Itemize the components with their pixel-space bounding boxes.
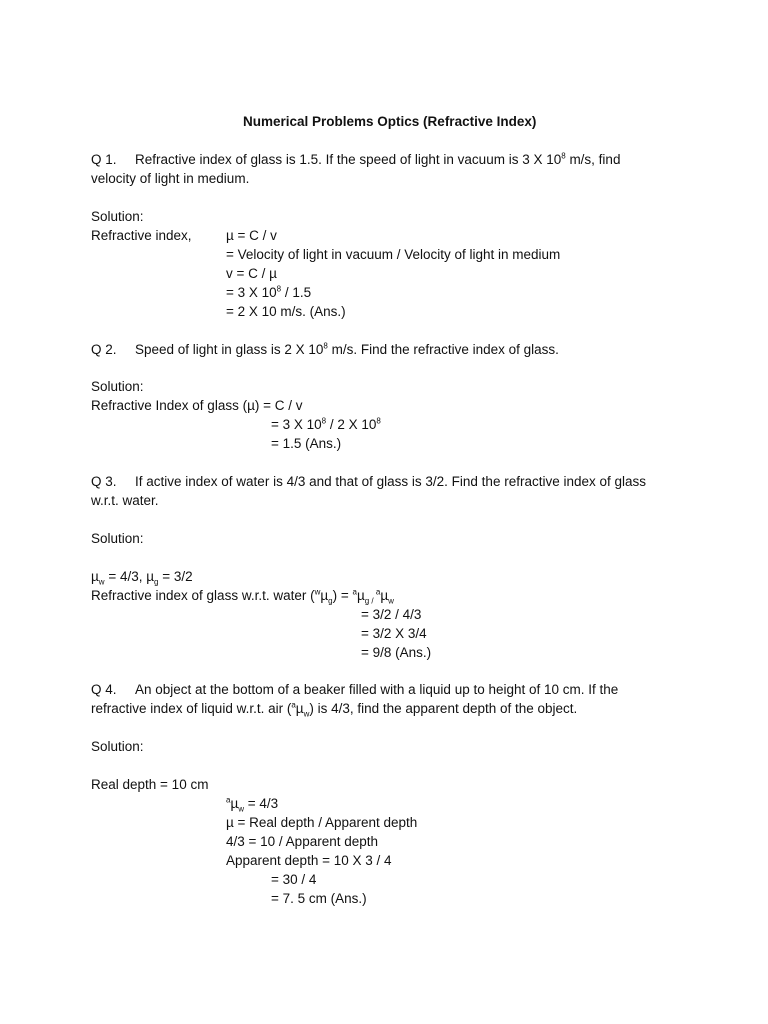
q4-step-2: $^a$µ$_w$ = 4/3 <box>226 795 279 814</box>
q4-step-1: Real depth = 10 cm <box>91 777 209 792</box>
q4-step-4: 4/3 = 10 / Apparent depth <box>226 834 379 849</box>
q1-number: Q 1. <box>91 152 117 167</box>
q3-number: Q 3. <box>91 474 117 489</box>
q3-step-4: = 3/2 X 3/4 <box>361 626 427 641</box>
q4-step-6: = 30 / 4 <box>271 872 317 887</box>
q1-step-5: = 2 X 10 m/s. (Ans.) <box>226 304 346 319</box>
q1-step-3: v = C / µ <box>226 266 277 281</box>
q3-step-1: µ$_w$ = 4/3, µ$_g$ = 3/2 <box>91 569 193 587</box>
q1-step-4: = 3 X $10^8 / 1.5$ <box>226 284 312 300</box>
q3-step-5: = 9/8 (Ans.) <box>361 645 432 660</box>
q4-text-line-1: Q 4. An object at the bottom of a beaker filled with a liquid up to height of 10 cm. If the <box>91 682 619 697</box>
q3-step-3: = 3/2 / 4/3 <box>361 607 422 622</box>
q1-step-2: = Velocity of light in vacuum / Velocity of light in medium <box>226 247 561 262</box>
q2-solution-label: Solution: <box>91 379 144 394</box>
q2-step-1: Refractive Index of glass (µ) = C / v <box>91 398 303 413</box>
page-title: Numerical Problems Optics (Refractive Index) <box>243 114 537 129</box>
q4-solution-label: Solution: <box>91 739 144 754</box>
q1-solution-label: Solution: <box>91 209 144 224</box>
q1-text-line-2: velocity of light in medium. <box>91 171 250 186</box>
q2-step-2: = 3 X $10^8 / 2$ X $10^8$ <box>271 416 381 432</box>
q4-text-line-2: refractive index of liquid w.r.t. air ($^a$µ$_w$) is 4/3, find the apparent depth of the object. <box>91 700 578 719</box>
q4-step-5: Apparent depth = 10 X 3 / 4 <box>226 853 392 868</box>
q3-step-2: Refractive index of glass w.r.t. water ($^w$µ$_g$) = $^a$µ$_{g /}$ $^a$µ$_w$ <box>91 587 394 606</box>
q3-text-line-1: Q 3. If active index of water is 4/3 and that of glass is 3/2. Find the refractive index of glass <box>91 474 647 489</box>
q4-number: Q 4. <box>91 682 117 697</box>
q1-step-1: µ = C / v <box>226 228 277 243</box>
q3-solution-label: Solution: <box>91 531 144 546</box>
q2-number: Q 2. <box>91 342 117 357</box>
q1-text-line-1: Q 1. Refractive index of glass is 1.5. If the speed of light in vacuum is 3 X $10^8$ m/s, find <box>91 151 621 167</box>
q4-step-3: µ = Real depth / Apparent depth <box>226 815 418 830</box>
q2-text: Q 2. Speed of light in glass is 2 X $10^8$ m/s. Find the refractive index of glass. <box>91 341 559 357</box>
q4-step-7: = 7. 5 cm (Ans.) <box>271 891 367 906</box>
q2-step-3: = 1.5 (Ans.) <box>271 436 342 451</box>
q3-text-line-2: w.r.t. water. <box>91 493 159 508</box>
q1-solution-lhs: Refractive index, <box>91 228 192 243</box>
